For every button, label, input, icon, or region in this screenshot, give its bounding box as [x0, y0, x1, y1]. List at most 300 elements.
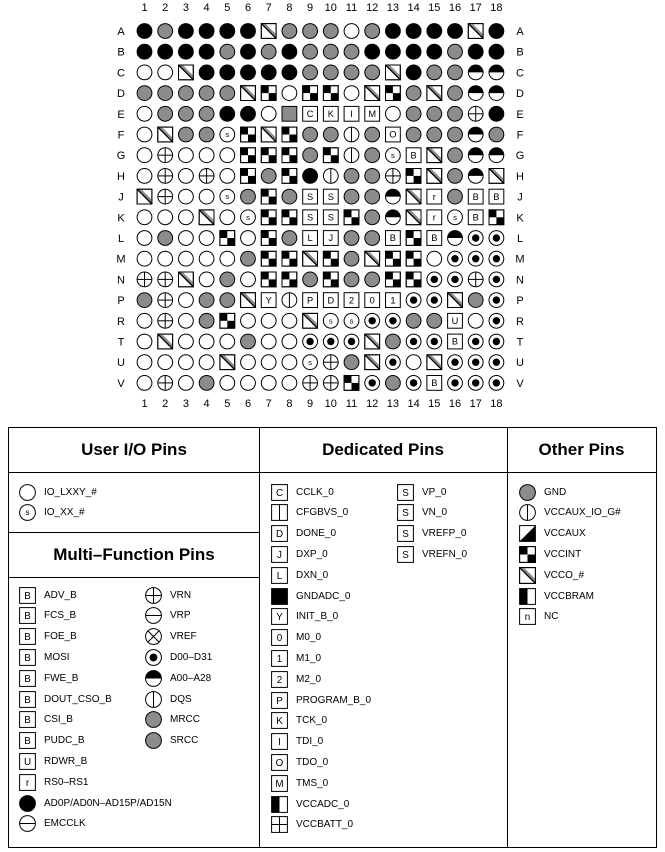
pin-N11-gray-circle: [344, 272, 359, 287]
legend-entry-dxn-0: [271, 566, 328, 584]
pin-C15-gray-circle: [427, 65, 442, 80]
pin-R18-dot-circle: [489, 313, 504, 328]
pin-N18-dot-circle: [489, 272, 504, 287]
legend-label: VCCADC_0: [296, 798, 350, 810]
legend-entry-m0-0: [271, 629, 321, 647]
half-white-square-icon: [271, 504, 288, 521]
pin-R5-pin: [220, 313, 235, 328]
svg-text:S: S: [307, 212, 314, 223]
legend-label: FWE_B: [44, 672, 79, 684]
pin-V2-vrn-circle: [158, 376, 173, 391]
pin-B15-black-circle: [427, 44, 442, 59]
pin-K2-io-circle: [158, 210, 173, 225]
col-label-bottom: 16: [448, 398, 462, 410]
legend-label: AD0P/AD0N–AD15P/AD15N: [44, 797, 172, 809]
svg-text:B: B: [389, 233, 396, 244]
pin-K6-io-s-circle: [241, 210, 256, 225]
pin-B11-gray-circle: [344, 44, 359, 59]
pin-K15-letter-box-r: [427, 210, 442, 225]
pin-G7-pin: [261, 148, 276, 163]
legend-entry-vrefp-0: [397, 525, 466, 543]
pin-K14-vcco-square: [406, 210, 421, 225]
legend-label: DOUT_CSO_B: [44, 693, 112, 705]
other-title: Other Pins: [507, 428, 656, 473]
pin-T1-io-circle: [137, 334, 152, 349]
letter-box-b: [19, 732, 36, 749]
pin-D2-gray-circle: [158, 86, 173, 101]
svg-text:B: B: [24, 715, 31, 727]
legend-label: TDO_0: [296, 756, 329, 768]
pin-K5-io-circle: [220, 210, 235, 225]
vcco-square-icon: [519, 567, 536, 584]
row-label-left: V: [117, 377, 125, 390]
pin-R10-io-s-circle: [323, 313, 338, 328]
pin-N3-vcco-square: [179, 272, 194, 287]
pin-D14-gray-circle: [406, 86, 421, 101]
pin-E7-io-circle: [261, 106, 276, 121]
col-label-bottom: 2: [162, 398, 169, 410]
svg-text:s: s: [225, 130, 230, 140]
row-label-right: U: [516, 357, 524, 370]
row-label-right: L: [516, 233, 524, 245]
legend-entry-gndadc-0: [271, 587, 350, 605]
row-label-left: D: [117, 88, 125, 101]
pin-H9-black-circle: [303, 169, 318, 184]
pin-H6-pin: [241, 169, 256, 184]
pin-U16-dot-circle: [448, 355, 463, 370]
svg-text:B: B: [24, 611, 31, 623]
pin-A9-gray-circle: [303, 24, 318, 39]
pin-P8-split-circle: [282, 293, 297, 308]
row-label-right: M: [515, 253, 525, 266]
pin-B3-black-circle: [179, 44, 194, 59]
svg-text:S: S: [402, 549, 409, 561]
pin-P12-letter-box-0: [365, 293, 380, 308]
legend-entry-csi-b: [19, 711, 73, 729]
pin-L7-pin: [261, 231, 276, 246]
svg-text:2: 2: [348, 295, 355, 306]
pin-G5-io-circle: [220, 148, 235, 163]
pin-V14-dot-circle: [406, 376, 421, 391]
pin-C12-gray-circle: [365, 65, 380, 80]
col-label-bottom: 7: [265, 398, 272, 410]
legend-label: SRCC: [170, 735, 199, 747]
legend-entry-vrp: [145, 607, 191, 625]
pin-T11-dot-circle: [344, 334, 359, 349]
pin-icon: [519, 546, 536, 563]
row-label-right: J: [517, 191, 523, 204]
pin-N10-pin: [323, 272, 338, 287]
pin-L5-pin: [220, 231, 235, 246]
legend-label: VRN: [170, 589, 192, 601]
pin-G4-io-circle: [199, 148, 214, 163]
legend-label: DXP_0: [296, 548, 328, 560]
legend-label: NC: [544, 611, 559, 623]
pin-D12-vcco-square: [365, 86, 380, 101]
pin-F16-gray-circle: [448, 127, 463, 142]
pin-N4-io-circle: [199, 272, 214, 287]
pin-N2-vrn-circle: [158, 272, 173, 287]
pin-V6-io-circle: [241, 376, 256, 391]
pin-B1-black-circle: [137, 44, 152, 59]
svg-text:n: n: [524, 612, 531, 624]
pin-H17-half-filled-circle: [468, 169, 483, 184]
legend-entry-fcs-b: [19, 607, 76, 625]
legend-entry-tdi-0: [271, 733, 323, 751]
col-label-bottom: 18: [490, 398, 503, 410]
pin-D7-pin: [261, 86, 276, 101]
pin-D6-vcco-square: [241, 86, 256, 101]
svg-text:1: 1: [276, 653, 283, 665]
letter-box-n: [519, 608, 536, 625]
pin-A1-black-circle: [137, 24, 152, 39]
legend-label: IO_XX_#: [44, 507, 85, 519]
legend-entry-emcclk: [19, 815, 86, 833]
pin-J1-vcco-square: [137, 189, 152, 204]
row-label-left: J: [118, 191, 124, 204]
letter-box-i: [271, 733, 288, 750]
pin-A16-black-circle: [448, 24, 463, 39]
pin-B7-gray-circle: [261, 44, 276, 59]
pin-R13-dot-circle: [386, 313, 401, 328]
pin-B14-black-circle: [406, 44, 421, 59]
legend-entry-init-b-0: [271, 608, 338, 626]
pin-A15-black-circle: [427, 24, 442, 39]
col-label-top: 1: [141, 2, 148, 14]
pin-C13-vcco-square: [386, 65, 401, 80]
svg-text:S: S: [402, 487, 409, 499]
pin-T8-io-circle: [282, 334, 297, 349]
pin-F6-pin: [241, 127, 256, 142]
svg-text:r: r: [25, 777, 30, 789]
row-label-left: A: [117, 26, 125, 38]
legend-entry-pudc-b: [19, 732, 85, 750]
pin-M13-pin: [386, 251, 401, 266]
legend-label: VCCAUX: [544, 528, 586, 540]
legend-entry-mosi: [19, 648, 70, 666]
pin-U2-io-circle: [158, 355, 173, 370]
io-circle-icon: [19, 484, 36, 501]
legend-label: RS0–RS1: [44, 776, 89, 788]
pin-G1-io-circle: [137, 148, 152, 163]
pin-A7-vcco-square: [261, 24, 276, 39]
pin-C3-vcco-square: [179, 65, 194, 80]
svg-text:s: s: [453, 212, 457, 222]
col-label-bottom: 13: [386, 398, 400, 410]
pin-F11-split-circle: [344, 127, 359, 142]
svg-text:L: L: [307, 233, 313, 244]
svg-text:B: B: [431, 378, 438, 389]
pin-T10-dot-circle: [323, 334, 338, 349]
pin-H12-gray-circle: [365, 169, 380, 184]
letter-box-d: [271, 525, 288, 542]
col-label-bottom: 6: [244, 398, 252, 410]
letter-box-m: [271, 775, 288, 792]
legend-label: VREFN_0: [422, 548, 468, 560]
diagonal-black-square-icon: [519, 525, 536, 542]
half-black-square-icon: [271, 796, 288, 813]
black-circle-icon: [19, 795, 36, 812]
legend-entry-rs0-rs1: [19, 773, 88, 791]
pin-P13-letter-box-1: [386, 293, 401, 308]
pin-F15-gray-circle: [427, 127, 442, 142]
svg-text:O: O: [275, 757, 284, 769]
pin-L12-gray-circle: [365, 231, 380, 246]
pin-K1-io-circle: [137, 210, 152, 225]
pin-D18-half-filled-circle: [489, 86, 504, 101]
pin-T3-io-circle: [179, 334, 194, 349]
row-label-left: K: [117, 212, 125, 225]
pin-V3-io-circle: [179, 376, 194, 391]
pin-H7-gray-circle: [261, 169, 276, 184]
pin-P14-dot-circle: [406, 293, 421, 308]
legend-entry-foe-b: [19, 628, 77, 646]
pin-T5-io-circle: [220, 334, 235, 349]
row-label-left: L: [117, 233, 125, 245]
pin-K4-vcco-square: [199, 210, 214, 225]
legend-entry-tms-0: [271, 774, 328, 792]
letter-box-b: [19, 649, 36, 666]
pin-J16-gray-circle: [448, 189, 463, 204]
pin-A11-io-circle: [344, 24, 359, 39]
pin-T13-gray-circle: [386, 334, 401, 349]
pin-U14-io-circle: [406, 355, 421, 370]
pin-E15-gray-circle: [427, 106, 442, 121]
pin-R9-vcco-square: [303, 313, 318, 328]
legend-label: VREFP_0: [422, 528, 467, 540]
svg-text:s: s: [246, 212, 250, 222]
col-label-top: 15: [428, 2, 441, 14]
legend-label: CCLK_0: [296, 486, 334, 498]
pin-C2-io-circle: [158, 65, 173, 80]
pin-P17-gray-circle: [468, 293, 483, 308]
pin-K17-letter-box-b: [468, 210, 483, 225]
svg-text:B: B: [410, 150, 417, 161]
pin-N13-pin: [386, 272, 401, 287]
pin-E11-letter-box-i: [344, 106, 359, 121]
svg-text:B: B: [24, 694, 31, 706]
svg-text:2: 2: [276, 674, 283, 686]
pin-G14-letter-box-b: [406, 148, 421, 163]
pin-B10-gray-circle: [323, 44, 338, 59]
split-circle-icon: [145, 691, 162, 708]
pin-H1-io-circle: [137, 169, 152, 184]
letter-box-b: [19, 670, 36, 687]
pin-P6-vcco-square: [241, 293, 256, 308]
pin-F9-gray-circle: [303, 127, 318, 142]
pin-G16-gray-circle: [448, 148, 463, 163]
row-label-left: R: [117, 315, 125, 328]
svg-text:S: S: [327, 212, 334, 223]
col-label-bottom: 11: [345, 398, 358, 410]
gray-circle-icon: [519, 484, 536, 501]
pin-H15-vcco-square: [427, 169, 442, 184]
svg-text:B: B: [431, 233, 438, 244]
row-label-left: M: [116, 253, 126, 266]
dedicated-title: Dedicated Pins: [259, 428, 507, 473]
pin-J17-letter-box-b: [468, 189, 483, 204]
legend-entry-m1-0: [271, 649, 321, 667]
pin-V18-dot-circle: [489, 376, 504, 391]
pin-A2-gray-circle: [158, 24, 173, 39]
pin-M7-pin: [261, 251, 276, 266]
row-label-right: B: [516, 46, 524, 59]
pin-R12-dot-circle: [365, 313, 380, 328]
pin-R8-io-circle: [282, 313, 297, 328]
col-label-top: 18: [490, 2, 503, 14]
pin-A12-gray-circle: [365, 24, 380, 39]
pin-L18-dot-circle: [489, 231, 504, 246]
pin-D5-gray-circle: [220, 86, 235, 101]
pin-J11-gray-circle: [344, 189, 359, 204]
col-label-top: 17: [469, 2, 482, 14]
col-label-bottom: 17: [469, 398, 482, 410]
pin-V16-dot-circle: [448, 376, 463, 391]
pin-L6-io-circle: [241, 231, 256, 246]
svg-text:S: S: [402, 528, 409, 540]
svg-text:s: s: [349, 316, 354, 326]
pin-B6-black-circle: [241, 44, 256, 59]
svg-text:r: r: [432, 212, 436, 223]
svg-text:C: C: [275, 487, 284, 499]
legend-label: VN_0: [422, 507, 448, 519]
row-label-right: V: [516, 377, 524, 390]
legend-label: IO_LXXY_#: [44, 486, 97, 498]
pin-R15-gray-circle: [427, 313, 442, 328]
col-label-top: 5: [224, 2, 231, 14]
row-label-right: K: [516, 212, 524, 225]
legend-entry-dout-cso-b: [19, 690, 112, 708]
pin-N5-gray-circle: [220, 272, 235, 287]
pin-H10-split-circle: [323, 169, 338, 184]
pin-L16-half-filled-circle: [448, 231, 463, 246]
pin-A13-black-circle: [386, 24, 401, 39]
legend-label: VREF: [170, 631, 197, 643]
split-circle-icon: [519, 504, 536, 521]
pin-C10-gray-circle: [323, 65, 338, 80]
pin-A5-black-circle: [220, 24, 235, 39]
pin-E4-gray-circle: [199, 106, 214, 121]
row-label-left: U: [117, 357, 125, 370]
row-label-right: T: [516, 336, 524, 349]
legend-entry-ad0p-ad0n-ad15p-ad15n: [19, 794, 172, 812]
pin-H8-pin: [282, 169, 297, 184]
pin-L13-letter-box-b: [386, 231, 401, 246]
pin-T9-dot-circle: [303, 334, 318, 349]
svg-text:D: D: [275, 528, 284, 540]
legend-label: TMS_0: [296, 777, 329, 789]
pin-E12-letter-box-m: [365, 106, 380, 121]
pin-D17-half-filled-circle: [468, 86, 483, 101]
pin-B18-black-circle: [489, 44, 504, 59]
pin-B2-black-circle: [158, 44, 173, 59]
letter-box-l: [271, 567, 288, 584]
svg-text:U: U: [451, 316, 459, 326]
legend-label: VCCAUX_IO_G#: [544, 507, 621, 519]
row-label-right: H: [516, 170, 524, 183]
pin-U13-dot-circle: [386, 355, 401, 370]
letter-box-u: [19, 753, 36, 770]
pin-D3-gray-circle: [179, 86, 194, 101]
pin-F10-gray-circle: [323, 127, 338, 142]
row-label-left: E: [117, 108, 125, 121]
svg-text:0: 0: [276, 632, 283, 644]
col-label-top: 3: [182, 2, 189, 14]
svg-text:B: B: [24, 735, 31, 747]
pin-U3-io-circle: [179, 355, 194, 370]
pin-P18-dot-circle: [489, 293, 504, 308]
pin-C5-black-circle: [220, 65, 235, 80]
pin-G9-gray-circle: [303, 148, 318, 163]
pin-H4-vrn-circle: [199, 169, 214, 184]
pin-N17-vrn-circle: [468, 272, 483, 287]
pin-T15-dot-circle: [427, 334, 442, 349]
pin-P5-gray-circle: [220, 293, 235, 308]
legend-entry-tck-0: [271, 712, 327, 730]
pin-J14-vcco-square: [406, 189, 421, 204]
pin-V4-gray-circle: [199, 376, 214, 391]
pin-J10-letter-box-s: [323, 189, 338, 204]
legend-entry-adv-b: [19, 586, 77, 604]
pin-U11-gray-circle: [344, 355, 359, 370]
pin-C18-half-filled-circle: [489, 65, 504, 80]
legend-entry-vrefn-0: [397, 545, 467, 563]
pin-T16-letter-box-b: [448, 334, 463, 349]
letter-box-b: [19, 587, 36, 604]
svg-text:s: s: [328, 316, 333, 326]
row-label-right: P: [516, 295, 524, 308]
pin-P3-io-circle: [179, 293, 194, 308]
pin-F13-letter-box-o: [386, 127, 401, 142]
pin-T7-io-circle: [261, 334, 276, 349]
pin-M11-gray-circle: [344, 251, 359, 266]
pin-A18-black-circle: [489, 24, 504, 39]
pin-L4-io-circle: [199, 231, 214, 246]
pin-H11-gray-circle: [344, 169, 359, 184]
pin-G18-half-filled-circle: [489, 148, 504, 163]
legend-label: DXN_0: [296, 569, 329, 581]
pin-J7-pin: [261, 189, 276, 204]
legend-entry-vccbram: [519, 587, 594, 605]
pin-A3-black-circle: [179, 24, 194, 39]
col-label-bottom: 1: [141, 398, 148, 410]
svg-text:0: 0: [369, 295, 375, 306]
pin-T14-dot-circle: [406, 334, 421, 349]
letter-box-b: [19, 691, 36, 708]
col-label-bottom: 3: [182, 398, 189, 410]
pin-U17-dot-circle: [468, 355, 483, 370]
pin-M10-pin: [323, 251, 338, 266]
pin-A17-vcco-square: [468, 24, 483, 39]
svg-text:P: P: [276, 695, 283, 707]
legend-label: RDWR_B: [44, 755, 88, 767]
pin-J6-gray-circle: [241, 189, 256, 204]
legend-label: INIT_B_0: [296, 611, 339, 623]
pin-L9-letter-box-l: [303, 231, 318, 246]
half-filled-circle-icon: [145, 670, 162, 687]
letter-box-s: [397, 504, 414, 521]
svg-text:B: B: [451, 336, 459, 347]
row-label-right: C: [516, 67, 524, 80]
legend-label: PUDC_B: [44, 735, 85, 747]
svg-text:Y: Y: [276, 612, 283, 624]
pin-L17-dot-circle: [468, 231, 483, 246]
pin-M17-dot-circle: [468, 251, 483, 266]
pin-E5-black-circle: [220, 106, 235, 121]
pin-H13-vrn-circle: [386, 169, 401, 184]
pin-V11-pin: [344, 376, 359, 391]
svg-text:s: s: [225, 192, 230, 202]
